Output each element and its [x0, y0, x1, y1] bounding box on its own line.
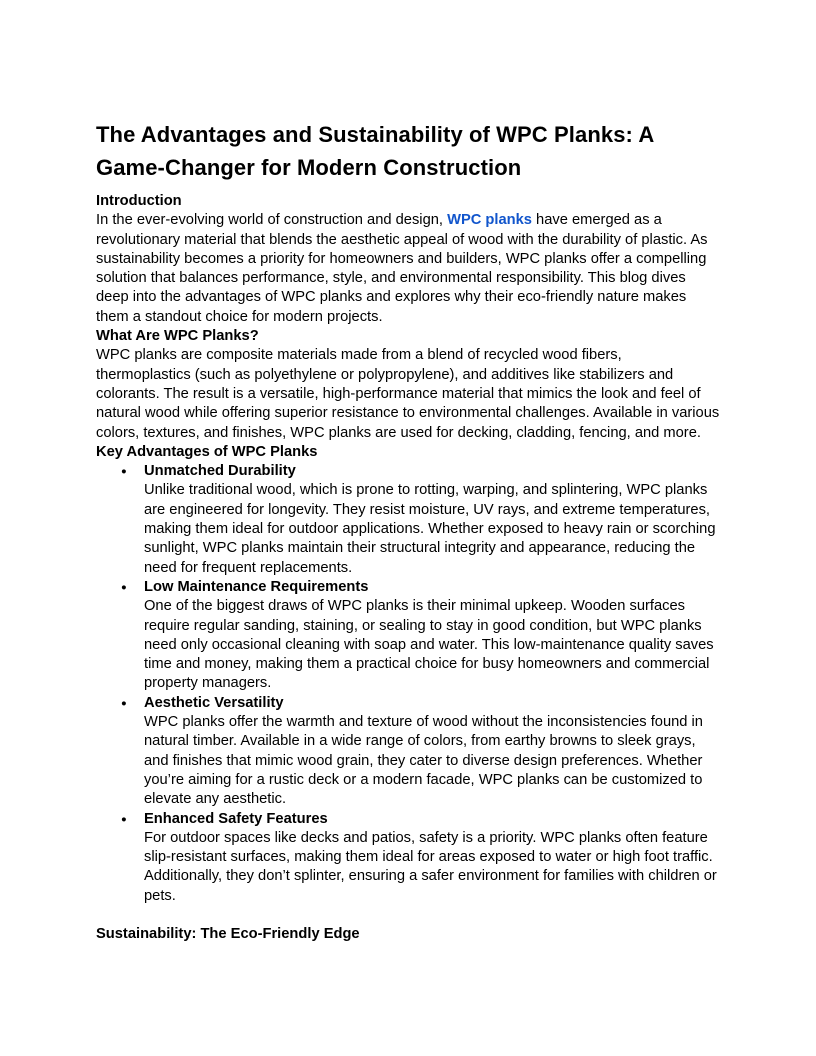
- wpc-planks-link[interactable]: WPC planks: [447, 212, 532, 229]
- document-title: The Advantages and Sustainability of WPC Planks: A Game-Changer for Modern Construction: [96, 122, 654, 180]
- advantage-title: Enhanced Safety Features: [144, 810, 328, 827]
- advantage-text: WPC planks offer the warmth and texture of wood without the inconsistencies found in natural timber. Available in a wide range of colors, from earthy browns to sleek grays, and finishes that mimic wood grain, they cater to diverse design preferences. Whether you’re aiming for a rustic deck or a modern facade, WPC planks can be customized to elevate any aesthetic.: [144, 714, 703, 808]
- advantage-content: [144, 810, 720, 906]
- section-heading-sustainability: Sustainability: The Eco-Friendly Edge: [96, 926, 360, 943]
- advantage-text: Unlike traditional wood, which is prone to rotting, warping, and splintering, WPC planks are engineered for longevity. They resist moisture, UV rays, and extreme temperatures, making them ideal for outdoor applications. Whether exposed to heavy rain or scorching sunlight, WPC planks maintain their structural integrity and appearance, reducing the need for frequent replacements.: [144, 482, 716, 576]
- list-item: [96, 578, 720, 694]
- list-item: [96, 810, 720, 906]
- advantage-title: Unmatched Durability: [144, 463, 296, 480]
- section-heading-what-are-wpc-planks: What Are WPC Planks?: [96, 328, 259, 345]
- advantage-title: Low Maintenance Requirements: [144, 578, 369, 595]
- bullet-icon: ●: [121, 697, 127, 709]
- advantage-content: [144, 462, 720, 578]
- introduction-text-after-link: have emerged as a revolutionary material that blends the aesthetic appeal of wood with the durability of plastic. As sustainability becomes a priority for homeowners and builders, WPC planks offer a compelling solution that balances performance, style, and environmental responsibility. This blog dives deep into the advantages of WPC planks and explores why their eco-friendly nature makes them a standout choice for modern projects.: [96, 212, 708, 325]
- introduction-paragraph: [96, 211, 720, 327]
- introduction-text-before-link: In the ever-evolving world of construction and design,: [96, 212, 448, 229]
- advantage-text: For outdoor spaces like decks and patios, safety is a priority. WPC planks often feature slip-resistant surfaces, making them ideal for areas exposed to water or high foot traffic. Additionally, they don’t splinter, ensuring a safer environment for families with children or pets.: [144, 829, 717, 904]
- advantage-content: [144, 578, 720, 694]
- advantage-content: [144, 694, 720, 810]
- what-are-wpc-planks-paragraph: WPC planks are composite materials made from a blend of recycled wood fibers, thermoplastics (such as polyethylene or polypropylene), and additives like stabilizers and colorants. The result is a versatile, high-performance material that mimics the look and feel of natural wood while offering superior resistance to environmental challenges. Available in various colors, textures, and finishes, WPC planks are used for decking, cladding, fencing, and more.: [96, 347, 720, 441]
- list-item: [96, 462, 720, 578]
- advantage-title: Aesthetic Versatility: [144, 694, 284, 711]
- bullet-icon: ●: [121, 466, 127, 478]
- bullet-icon: ●: [121, 581, 127, 593]
- advantages-list: [96, 462, 720, 906]
- bullet-icon: ●: [121, 813, 127, 825]
- list-item: [96, 694, 720, 810]
- section-heading-introduction: Introduction: [96, 193, 182, 209]
- advantage-text: One of the biggest draws of WPC planks is their minimal upkeep. Wooden surfaces require regular sanding, staining, or sealing to stay in good condition, but WPC planks need only occasional cleaning with soap and water. This low-maintenance quality saves time and money, making them a practical choice for busy homeowners and commercial property managers.: [144, 598, 714, 692]
- section-heading-key-advantages: Key Advantages of WPC Planks: [96, 443, 318, 460]
